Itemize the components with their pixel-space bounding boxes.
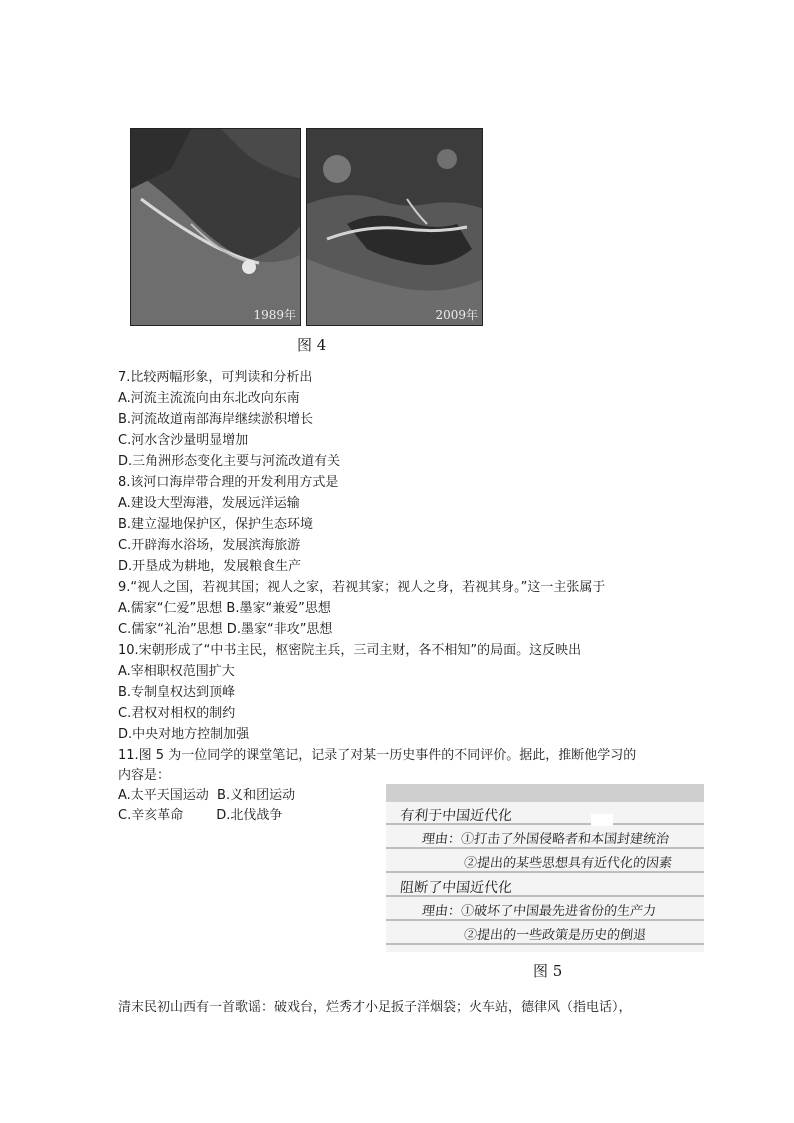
satellite-image-2009 — [306, 128, 483, 326]
year-label-1989: 1989年 — [253, 308, 296, 322]
question-11-stem-cont: 内容是： — [118, 768, 171, 783]
question-10-stem: 10.宋朝形成了“中书主民，枢密院主兵，三司主财，各不相知”的局面。这反映出 — [118, 643, 582, 658]
q10-option-d: D.中央对地方控制加强 — [118, 727, 250, 742]
note-pro-reason-2: ②提出的某些思想具有近代化的因素 — [463, 856, 673, 871]
q8-option-c: C.开辟海水浴场，发展滨海旅游 — [118, 538, 301, 553]
satellite-image-1989 — [130, 128, 301, 326]
note-con-reason-2: ②提出的一些政策是历史的倒退 — [463, 928, 647, 943]
satellite-map-1989 — [131, 129, 301, 326]
q10-option-b: B.专制皇权达到顶峰 — [118, 685, 236, 700]
note-con-heading: 阻断了中国近代化 — [399, 880, 513, 896]
figure-4 — [130, 128, 483, 326]
question-11-stem: 11.图 5 为一位同学的课堂笔记，记录了对某一历史事件的不同评价。据此，推断他学习的 — [118, 748, 637, 763]
figure-5-caption: 图 5 — [533, 962, 563, 980]
note-pro-heading: 有利于中国近代化 — [399, 808, 513, 824]
q10-option-a: A.宰相职权范围扩大 — [118, 664, 235, 679]
q7-option-b: B.河流故道南部海岸继续淤积增长 — [118, 412, 314, 427]
question-9-stem: 9.“视人之国，若视其国；视人之家，若视其家；视人之身，若视其身。”这一主张属于 — [118, 580, 606, 595]
satellite-map-2009 — [307, 129, 483, 326]
q7-option-c: C.河水含沙量明显增加 — [118, 433, 249, 448]
q8-option-a: A.建设大型海港，发展远洋运输 — [118, 496, 300, 511]
note-con-reason-1: 理由：①破坏了中国最先进省份的生产力 — [421, 904, 657, 919]
q7-option-a: A.河流主流流向由东北改向东南 — [118, 391, 300, 406]
figure-5-notes — [386, 784, 704, 952]
q11-options-ab: A.太平天国运动 B.义和团运动 — [118, 788, 296, 803]
note-pro-reason-1: 理由：①打击了外国侵略者和本国封建统治 — [421, 832, 670, 847]
figure-4-caption: 图 4 — [297, 336, 327, 354]
year-label-2009: 2009年 — [435, 308, 478, 322]
q10-option-c: C.君权对相权的制约 — [118, 706, 236, 721]
question-8-stem: 8.该河口海岸带合理的开发利用方式是 — [118, 475, 339, 490]
q8-option-d: D.开垦成为耕地，发展粮食生产 — [118, 559, 302, 574]
q8-option-b: B.建立湿地保护区，保护生态环境 — [118, 517, 314, 532]
q7-option-d: D.三角洲形态变化主要与河流改道有关 — [118, 454, 341, 469]
question-7-stem: 7.比较两幅形象，可判读和分析出 — [118, 370, 313, 385]
q9-options-cd: C.儒家“礼治”思想 D.墨家“非攻”思想 — [118, 622, 333, 637]
q11-options-cd: C.辛亥革命 D.北伐战争 — [118, 808, 283, 823]
q9-options-ab: A.儒家“仁爱”思想 B.墨家“兼爱”思想 — [118, 601, 331, 616]
paragraph-folk-song: 清末民初山西有一首歌谣：破戏台，烂秀才小足扳子洋烟袋；火车站，德律风（指电话）， — [118, 1000, 632, 1015]
